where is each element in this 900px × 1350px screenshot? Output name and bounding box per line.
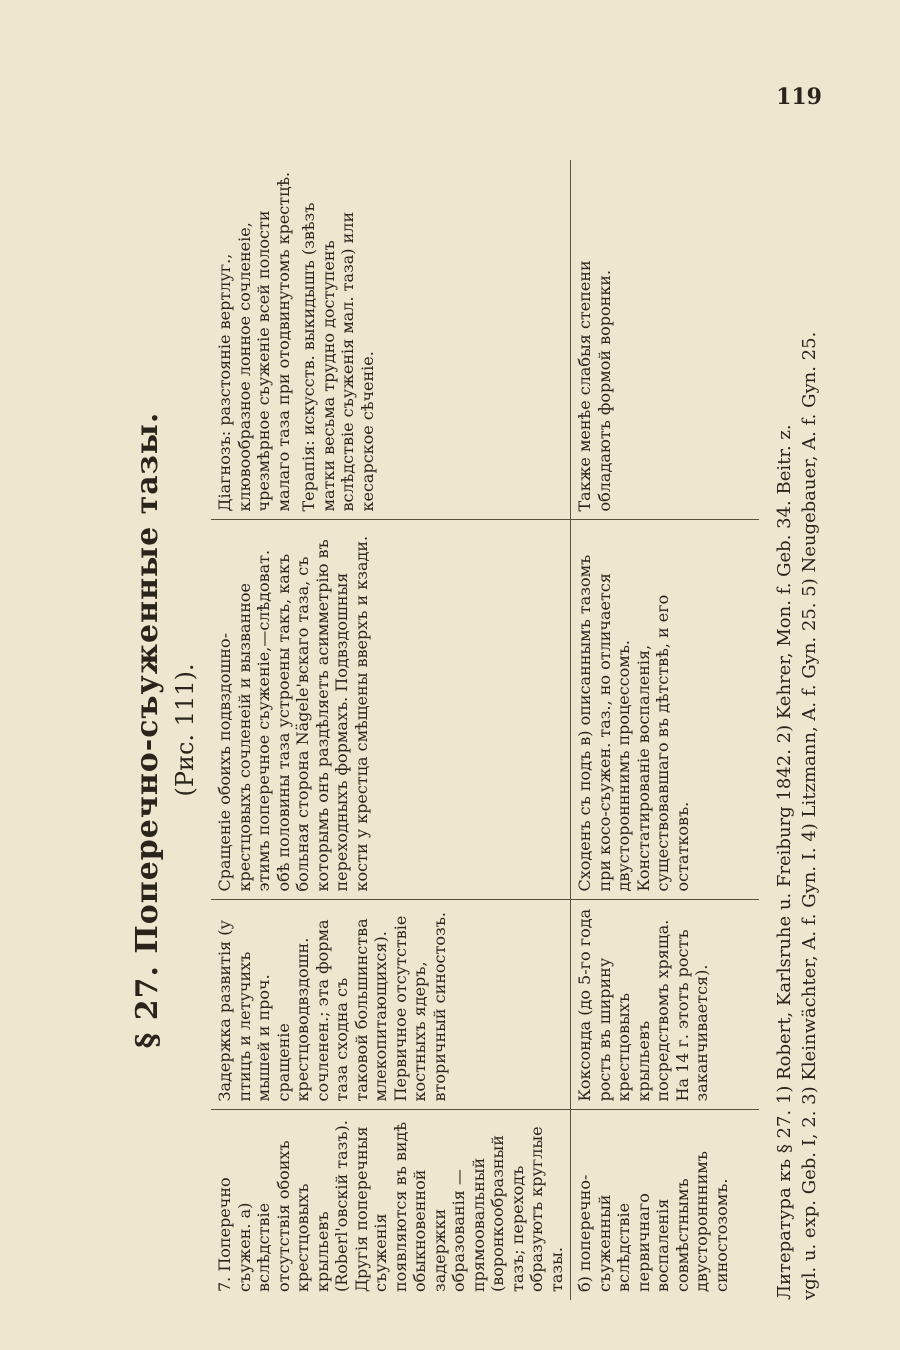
table-cell: [211, 160, 571, 520]
table-cell: Сходенъ съ подъ в) описаннымъ тазомъ при косо-съужен. таз., но отличается двусторонннимъ процессомъ. Констатированіе воспаленія, существовавшаго въ дѣтствѣ, и его остатковъ.: [571, 520, 760, 900]
literature-line: Литература къ § 27. 1) Robert, Karlsruhe u. Freiburg 1842. 2) Kehrer, Mon. f. Geb. 34. Beitr. z.: [774, 424, 796, 1300]
table-cell: Также менѣе слабыя степени обладаютъ формой воронки.: [571, 160, 760, 520]
literature-references: [773, 160, 822, 1300]
table-cell: Задержка развитія (у птицъ и летучихъ мышей и проч. сращеніе крестцоводвздошн. сочленен.; эта форма таза сходна съ таковой большинства млекопитающихся). Первичное отсутствіе костныхъ ядеръ, вторичный синостозъ.: [211, 900, 571, 1110]
section-title: § 27. Поперечно-съуженные тазы.: [130, 411, 165, 1049]
diagnosis-text: Діагнозъ: разстояніе вертлуг., клювообразное лонное сочленеіе, чрезмѣрное съуженіе всей полости малаго таза при отодвинутомъ крестцѣ.: [215, 171, 293, 512]
table-cell: 7. Поперечно съужен. a) вслѣдствіе отсутствія обоихъ крестцовыхъ крыльевъ (Roberl'овскій тазъ). Другія поперечныя съуженія появляются въ видѣ обыкновенной задержки образованія — прямоовальный (воронкообразный тазъ; переходъ образуютъ круглые тазы.: [211, 1110, 571, 1300]
table-cell: б) поперечно-съуженный вслѣдствіе первичнаго воспаленія совмѣстнымъ двусторонннимъ синостозомъ.: [575, 1151, 731, 1292]
figure-reference: (Рис. 111).: [171, 663, 199, 797]
table-row: [571, 160, 760, 1300]
page-number: 119: [776, 84, 822, 110]
pelvis-table: [211, 160, 759, 1300]
table-cell: Коксонда (до 5-го года ростъ въ ширину крестцовыхъ крыльевъ посредствомъ хряща. На 14 г. этотъ ростъ заканчивается).: [571, 900, 760, 1110]
therapy-text: Терапія: искусств. выкидышъ (звѣзъ матки весьма трудно доступенъ вслѣдствіе съуженія мал. таза) или кесарское сѣченіе.: [299, 202, 377, 512]
rotated-page-content: [130, 160, 820, 1300]
table-row: [211, 160, 571, 1300]
table-cell: Сращеніе обоихъ подвздошно-крестцовыхъ сочленеій и вызванное этимъ поперечное съуженіе,—слѣдоват. обѣ половины таза устроены такъ, какъ больная сторона Nägele'вскаго таза, съ которымъ онъ раздѣляетъ асимметрію въ переходныхъ формахъ. Подвздошныя кости у крестца смѣщены вверхъ и кзади.: [211, 520, 571, 900]
literature-line: vgl. u. exp. Geb. I, 2. 3) Kleinwächter, A. f. Gyn. I. 4) Litzmann, A. f. Gyn. 25. 5) Neugebauer, A. f. Gyn. 25.: [798, 331, 820, 1300]
